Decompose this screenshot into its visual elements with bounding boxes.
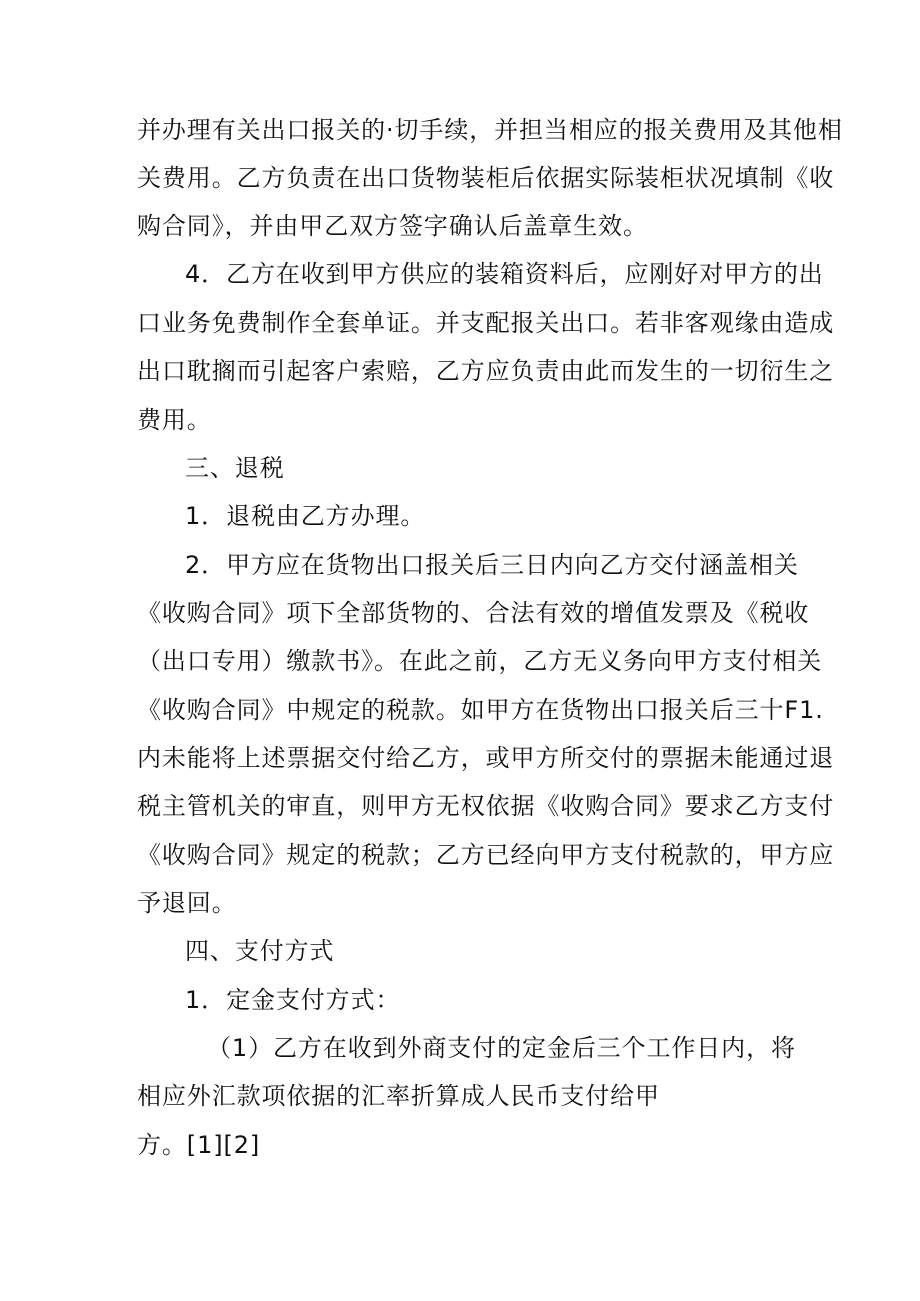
paragraph-line: 税主管机关的审直，则甲方无权依据《收购合同》要求乙方支付	[137, 792, 835, 820]
paragraph-line: 《收购合同》规定的税款；乙方已经向甲方支付税款的，甲方应	[137, 841, 835, 869]
clause-4-line: 4．乙方在收到甲方供应的装箱资料后，应刚好对甲方的出	[185, 260, 824, 288]
paragraph-line: 《收购合同》中规定的税款。如甲方在货物出口报关后三十F1.	[137, 696, 824, 724]
paragraph-line: 费用。	[137, 406, 212, 434]
paragraph-line: 予退回。	[137, 889, 237, 917]
subclause-1-line: （1）乙方在收到外商支付的定金后三个工作日内，将	[207, 1034, 796, 1062]
paragraph-line: 内未能将上述票据交付给乙方，或甲方所交付的票据未能通过退	[137, 744, 835, 772]
paragraph-line: 口业务免费制作全套单证。并支配报关出口。若非客观缘由造成	[137, 309, 835, 337]
paragraph-line: 《收购合同》项下全部货物的、合法有效的增值发票及《税收	[137, 599, 810, 627]
clause-2-line: 2．甲方应在货物出口报关后三日内向乙方交付涵盖相关	[185, 551, 799, 579]
clause-1-line: 1．退税由乙方办理。	[185, 502, 426, 530]
paragraph-line: 相应外汇款项依据的汇率折算成人民币支付给甲	[137, 1082, 660, 1110]
paragraph-line: 并办理有关出口报关的·切手续，并担当相应的报关费用及其他相	[137, 116, 843, 144]
section-heading-payment-method: 四、支付方式	[185, 937, 335, 965]
paragraph-line: 购合同》，并由甲乙双方签字确认后盖章生效。	[137, 212, 648, 240]
clause-1-line: 1．定金支付方式：	[185, 986, 401, 1014]
paragraph-line: 关费用。乙方负责在出口货物装柜后依据实际装柜状况填制《收	[137, 164, 835, 192]
paragraph-line: 方。[1][2]	[137, 1131, 261, 1159]
section-heading-tax-refund: 三、退税	[185, 454, 285, 482]
paragraph-line: （出口专用）缴款书》。在此之前，乙方无义务向甲方支付相关	[137, 647, 823, 675]
paragraph-line: 出口耽搁而引起客户索赔，乙方应负责由此而发生的一切衍生之	[137, 357, 835, 385]
